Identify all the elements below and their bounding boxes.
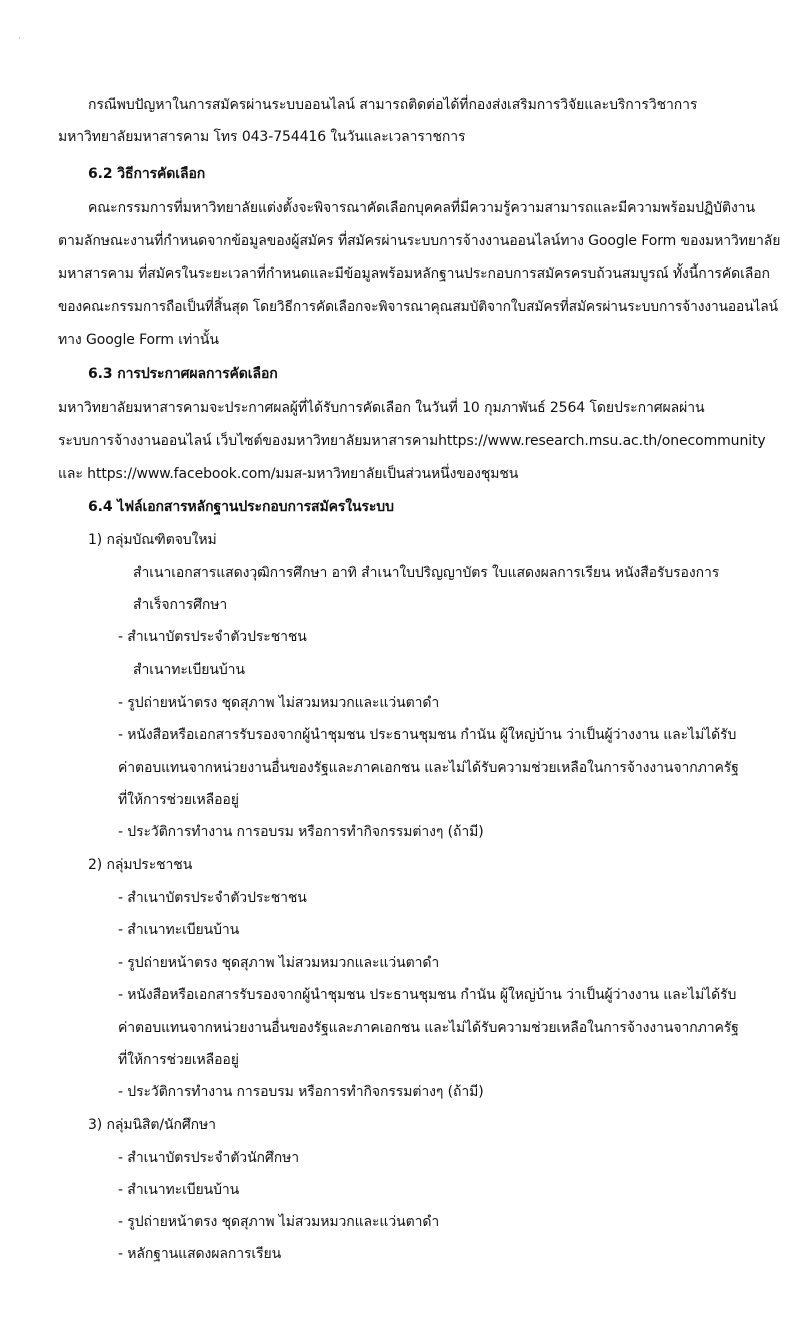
- group-2-item: ค่าตอบแทนจากหน่วยงานอื่นของรัฐและภาคเอกชน และไม่ได้รับความช่วยเหลือในการจ้างงานจากภาครัฐ: [118, 1020, 739, 1036]
- group-1-item: - รูปถ่ายหน้าตรง ชุดสุภาพ ไม่สวมหมวกและแว่นตาดำ: [118, 695, 440, 711]
- section-6-3-line: มหาวิทยาลัยมหาสารคามจะประกาศผลผู้ที่ได้รับการคัดเลือก ในวันที่ 10 กุมภาพันธ์ 2564 โดยประกาศผลผ่าน: [58, 400, 705, 416]
- group-2-item: - สำเนาทะเบียนบ้าน: [118, 922, 240, 938]
- group-1-item: สำเนาเอกสารแสดงวุฒิการศึกษา อาทิ สำเนาใบปริญญาบัตร ใบแสดงผลการเรียน หนังสือรับรองการ: [133, 565, 720, 581]
- section-6-2-line: ตามลักษณะงานที่กำหนดจากข้อมูลของผู้สมัคร ที่สมัครผ่านระบบการจ้างงานออนไลน์ทาง Google Form ของมหาวิทยาลัย: [58, 233, 781, 249]
- section-6-4-heading: 6.4 ไฟล์เอกสารหลักฐานประกอบการสมัครในระบบ: [88, 499, 394, 515]
- group-1-item: ค่าตอบแทนจากหน่วยงานอื่นของรัฐและภาคเอกชน และไม่ได้รับความช่วยเหลือในการจ้างงานจากภาครัฐ: [118, 760, 739, 776]
- contact-line-2: มหาวิทยาลัยมหาสารคาม โทร 043-754416 ในวันและเวลาราชการ: [58, 129, 466, 145]
- group-2-item: - หนังสือหรือเอกสารรับรองจากผู้นำชุมชน ประธานชุมชน กำนัน ผู้ใหญ่บ้าน ว่าเป็นผู้ว่างงาน และไม่ได้รับ: [118, 987, 737, 1003]
- group-3-title: 3) กลุ่มนิสิต/นักศึกษา: [88, 1117, 216, 1133]
- section-6-2-line: ทาง Google Form เท่านั้น: [58, 332, 219, 348]
- section-6-3-heading: 6.3 การประกาศผลการคัดเลือก: [88, 366, 278, 382]
- group-2-item: - รูปถ่ายหน้าตรง ชุดสุภาพ ไม่สวมหมวกและแว่นตาดำ: [118, 955, 440, 971]
- group-3-item: - สำเนาบัตรประจำตัวนักศึกษา: [118, 1150, 299, 1166]
- section-6-2-heading: 6.2 วิธีการคัดเลือก: [88, 166, 206, 182]
- section-6-3-line: และ https://www.facebook.com/มมส-มหาวิทยาลัยเป็นส่วนหนึ่งของชุมชน: [58, 466, 519, 482]
- contact-line-1: กรณีพบปัญหาในการสมัครผ่านระบบออนไลน์ สามารถติดต่อได้ที่กองส่งเสริมการวิจัยและบริการวิชาการ: [88, 97, 698, 113]
- section-6-2-line: มหาสารคาม ที่สมัครในระยะเวลาที่กำหนดและมีข้อมูลพร้อมหลักฐานประกอบการสมัครครบถ้วนสมบูรณ์ ทั้งนี้การคัดเลือก: [58, 266, 770, 282]
- group-1-item: ที่ให้การช่วยเหลืออยู่: [118, 792, 239, 808]
- group-2-item: - สำเนาบัตรประจำตัวประชาชน: [118, 890, 307, 906]
- group-2-item: - ประวัติการทำงาน การอบรม หรือการทำกิจกรรมต่างๆ (ถ้ามี): [118, 1084, 484, 1100]
- group-3-item: - หลักฐานแสดงผลการเรียน: [118, 1246, 282, 1262]
- group-2-item: ที่ให้การช่วยเหลืออยู่: [118, 1052, 239, 1068]
- group-2-title: 2) กลุ่มประชาชน: [88, 857, 193, 873]
- group-1-item: - หนังสือหรือเอกสารรับรองจากผู้นำชุมชน ประธานชุมชน กำนัน ผู้ใหญ่บ้าน ว่าเป็นผู้ว่างงาน และไม่ได้รับ: [118, 727, 737, 743]
- corner-mark: ·: [18, 34, 21, 44]
- group-1-item: - ประวัติการทำงาน การอบรม หรือการทำกิจกรรมต่างๆ (ถ้ามี): [118, 824, 484, 840]
- group-3-item: - รูปถ่ายหน้าตรง ชุดสุภาพ ไม่สวมหมวกและแว่นตาดำ: [118, 1214, 440, 1230]
- group-1-title: 1) กลุ่มบัณฑิตจบใหม่: [88, 532, 217, 548]
- section-6-3-line: ระบบการจ้างงานออนไลน์ เว็บไซต์ของมหาวิทยาลัยมหาสารคามhttps://www.research.msu.ac.th/onecommunity: [58, 433, 766, 449]
- group-1-item: - สำเนาบัตรประจำตัวประชาชน: [118, 629, 307, 645]
- group-1-item: สำเร็จการศึกษา: [133, 597, 228, 613]
- group-3-item: - สำเนาทะเบียนบ้าน: [118, 1182, 240, 1198]
- section-6-2-line: คณะกรรมการที่มหาวิทยาลัยแต่งตั้งจะพิจารณาคัดเลือกบุคคลที่มีความรู้ความสามารถและมีความพร้อมปฏิบัติงาน: [88, 200, 755, 216]
- group-1-item: สำเนาทะเบียนบ้าน: [133, 662, 245, 678]
- section-6-2-line: ของคณะกรรมการถือเป็นที่สิ้นสุด โดยวิธีการคัดเลือกจะพิจารณาคุณสมบัติจากใบสมัครที่สมัครผ่านระบบการจ้างงานออนไลน์: [58, 299, 778, 315]
